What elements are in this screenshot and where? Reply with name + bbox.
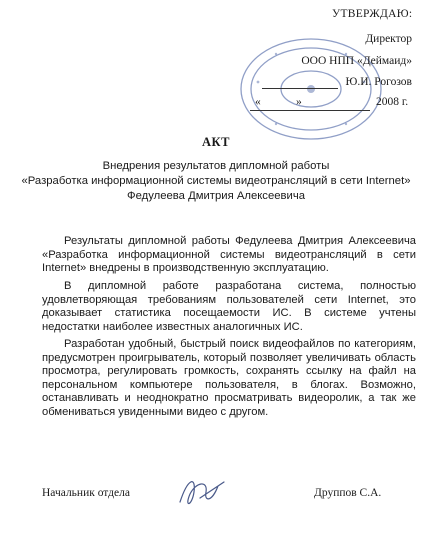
approval-organization: ООО НПП «Деймаид» bbox=[301, 55, 412, 67]
footer-position-label: Начальник отдела bbox=[42, 487, 130, 499]
official-stamp bbox=[236, 34, 386, 144]
date-open-quote: « bbox=[255, 96, 261, 108]
approval-signer: Ю.И. Рогозов bbox=[345, 76, 412, 88]
body-paragraph-2: В дипломной работе разработана система, полностью удовлетворяющая требованиям пользователей сети Internet, это доказывает статистика посещаемости ИС. В системе учтены недостатки наиболее известных аналогичных ИС. bbox=[42, 280, 416, 333]
date-line bbox=[250, 110, 370, 111]
document-subtitle-line3: Федулеева Дмитрия Алексеевича bbox=[127, 190, 305, 202]
approval-title: УТВЕРЖДАЮ: bbox=[332, 8, 413, 20]
footer-signer-name: Друппов С.А. bbox=[314, 487, 382, 499]
signature-line bbox=[262, 88, 338, 89]
document-title: АКТ bbox=[202, 135, 230, 149]
handwritten-signature bbox=[174, 472, 230, 512]
date-close-quote: » bbox=[296, 96, 302, 108]
approval-year: 2008 г. bbox=[376, 96, 409, 108]
body-paragraph-1: Результаты дипломной работы Федулеева Дмитрия Алексеевича «Разработка информационной системы видеотрансляций в сети Internet» внедрены в производственную эксплуатацию. bbox=[42, 235, 416, 275]
body-paragraph-3: Разработан удобный, быстрый поиск видеофайлов по категориям, предусмотрен проигрыватель, который позволяет увеличивать область просмотра, регулировать громкость, сохранять ссылку на файл на персональном компьютере пользователя, в блогах. Возможно, останавливать и неоднократно просматривать видеоролик, а так же обмениваться увиденными видео с другом. bbox=[42, 338, 416, 418]
document-subtitle-line2: «Разработка информационной системы видеотрансляций в сети Internet» bbox=[21, 175, 411, 187]
document-subtitle-line1: Внедрения результатов дипломной работы bbox=[102, 160, 330, 172]
approval-position: Директор bbox=[365, 33, 412, 45]
